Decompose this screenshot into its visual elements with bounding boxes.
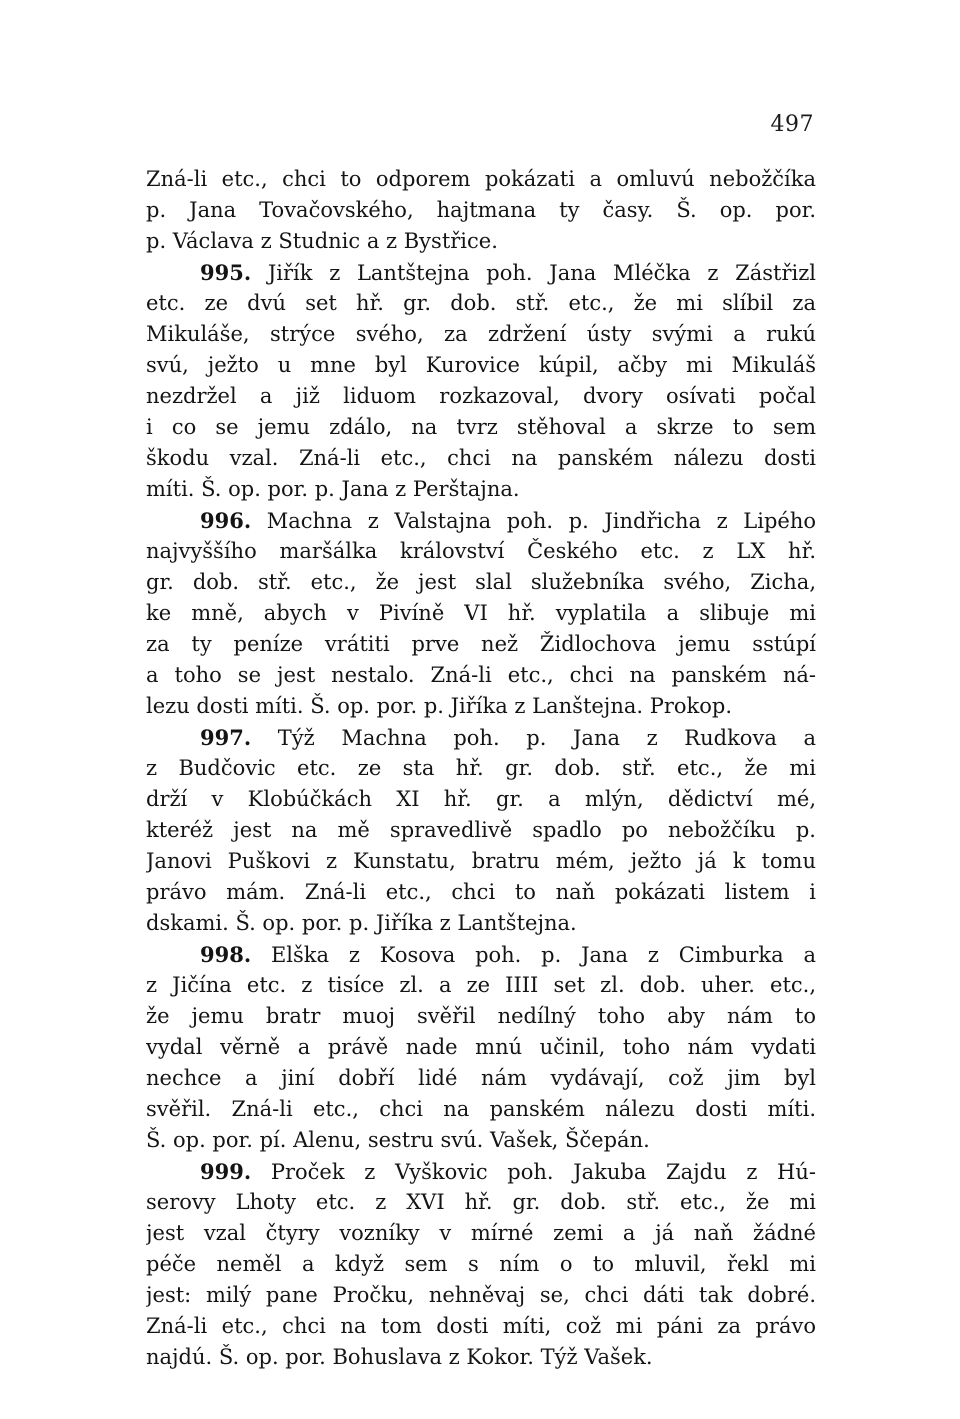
text-line [146, 722, 816, 753]
body-text [146, 164, 816, 1373]
text-line [146, 257, 816, 288]
line-text: míti. Š. op. por. p. Jana z Perštajna. [146, 477, 520, 501]
text-line [146, 846, 816, 877]
line-text: Proček z Vyškovic poh. Jakuba Zajdu z Hú- [270, 1160, 816, 1184]
line-text: Jiřík z Lantštejna poh. Jana Mléčka z Zástřizl [267, 261, 816, 285]
line-text: nechce a jiní dobří lidé nám vydávají, což jim byl [146, 1066, 816, 1090]
text-line [146, 288, 816, 319]
line-text: škodu vzal. Zná-li etc., chci na panském nálezu dosti [146, 446, 816, 470]
text-line [146, 443, 816, 474]
text-line [146, 195, 816, 226]
page-number: 497 [770, 112, 814, 137]
line-text: z Jičína etc. z tisíce zl. a ze IIII set zl. dob. uher. etc., [146, 973, 816, 997]
line-text: Janovi Puškovi z Kunstatu, bratru mém, ježto já k tomu [146, 849, 816, 873]
text-line [146, 1280, 816, 1311]
text-line [146, 474, 816, 505]
line-text: drží v Klobúčkách XI hř. gr. a mlýn, dědictví mé, [146, 787, 816, 811]
line-text: z Budčovic etc. ze sta hř. gr. dob. stř. etc., že mi [146, 756, 816, 780]
text-line [146, 1156, 816, 1187]
line-text: vydal věrně a právě nade mnú učinil, toho nám vydati [146, 1035, 816, 1059]
text-line [146, 536, 816, 567]
text-line [146, 1125, 816, 1156]
line-text: p. Jana Tovačovského, hajtmana ty časy. Š. op. por. [146, 198, 816, 222]
text-line [146, 660, 816, 691]
text-line [146, 877, 816, 908]
text-line [146, 1218, 816, 1249]
text-line [146, 381, 816, 412]
entry-number: 999. [200, 1159, 252, 1184]
line-text: Š. op. por. pí. Alenu, sestru svú. Vašek, Ščepán. [146, 1128, 650, 1152]
text-line [146, 1187, 816, 1218]
line-text: najvyššího maršálka království Českého etc. z LX hř. [146, 539, 816, 563]
line-text: i co se jemu zdálo, na tvrz stěhoval a skrze to sem [146, 415, 816, 439]
line-text: Zná-li etc., chci na tom dosti míti, což mi páni za právo [146, 1314, 816, 1338]
line-text: gr. dob. stř. etc., že jest slal služebníka svého, Zicha, [146, 570, 816, 594]
text-line [146, 505, 816, 536]
line-text: Zná-li etc., chci to odporem pokázati a omluvú nebožčíka [146, 167, 816, 191]
text-line [146, 1094, 816, 1125]
line-text: svěřil. Zná-li etc., chci na panském nálezu dosti míti. [146, 1097, 816, 1121]
line-text: Machna z Valstajna poh. p. Jindřicha z Lipého [266, 509, 816, 533]
text-line [146, 598, 816, 629]
line-text: Mikuláše, strýce svého, za zdržení ústy svými a rukú [146, 322, 816, 346]
line-text: že jemu bratr muoj svěřil nedílný toho aby nám to [146, 1004, 816, 1028]
line-text: ke mně, abych v Pivíně VI hř. vyplatila a slibuje mi [146, 601, 816, 625]
line-text: serovy Lhoty etc. z XVI hř. gr. dob. stř. etc., že mi [146, 1190, 816, 1214]
line-text: etc. ze dvú set hř. gr. dob. stř. etc., že mi slíbil za [146, 291, 816, 315]
text-line [146, 629, 816, 660]
line-text: za ty peníze vrátiti prve než Židlochova jemu sstúpí [146, 632, 816, 656]
line-text: Elška z Kosova poh. p. Jana z Cimburka a [270, 943, 816, 967]
line-text: kteréž jest na mě spravedlivě spadlo po nebožčíku p. [146, 818, 816, 842]
line-text: jest vzal čtyry vozníky v mírné zemi a já naň žádné [146, 1221, 816, 1245]
entry-number: 998. [200, 942, 252, 967]
text-line [146, 319, 816, 350]
entry-number: 997. [200, 725, 252, 750]
line-text: najdú. Š. op. por. Bohuslava z Kokor. Týž Vašek. [146, 1345, 653, 1369]
text-line [146, 1311, 816, 1342]
line-text: svú, ježto u mne byl Kurovice kúpil, ačby mi Mikuláš [146, 353, 816, 377]
text-line [146, 908, 816, 939]
line-text: péče neměl a když sem s ním o to mluvil, řekl mi [146, 1252, 816, 1276]
line-text: dskami. Š. op. por. p. Jiříka z Lantštejna. [146, 911, 577, 935]
line-text: p. Václava z Studnic a z Bystřice. [146, 229, 498, 253]
text-line [146, 753, 816, 784]
text-line [146, 784, 816, 815]
text-line [146, 1249, 816, 1280]
line-text: a toho se jest nestalo. Zná-li etc., chci na panském ná- [146, 663, 816, 687]
text-line [146, 226, 816, 257]
text-line [146, 815, 816, 846]
text-line [146, 1032, 816, 1063]
text-line [146, 164, 816, 195]
text-line [146, 1342, 816, 1373]
line-text: Týž Machna poh. p. Jana z Rudkova a [277, 726, 816, 750]
text-line [146, 567, 816, 598]
entry-number: 995. [200, 260, 252, 285]
line-text: lezu dosti míti. Š. op. por. p. Jiříka z Lanštejna. Prokop. [146, 694, 733, 718]
text-line [146, 1063, 816, 1094]
text-line [146, 350, 816, 381]
text-line [146, 1001, 816, 1032]
text-line [146, 970, 816, 1001]
line-text: právo mám. Zná-li etc., chci to naň pokázati listem i [146, 880, 816, 904]
text-line [146, 691, 816, 722]
text-line [146, 939, 816, 970]
text-line [146, 412, 816, 443]
line-text: nezdržel a již liduom rozkazoval, dvory osívati počal [146, 384, 816, 408]
entry-number: 996. [200, 508, 252, 533]
line-text: jest: milý pane Pročku, nehněvaj se, chci dáti tak dobré. [146, 1283, 816, 1307]
